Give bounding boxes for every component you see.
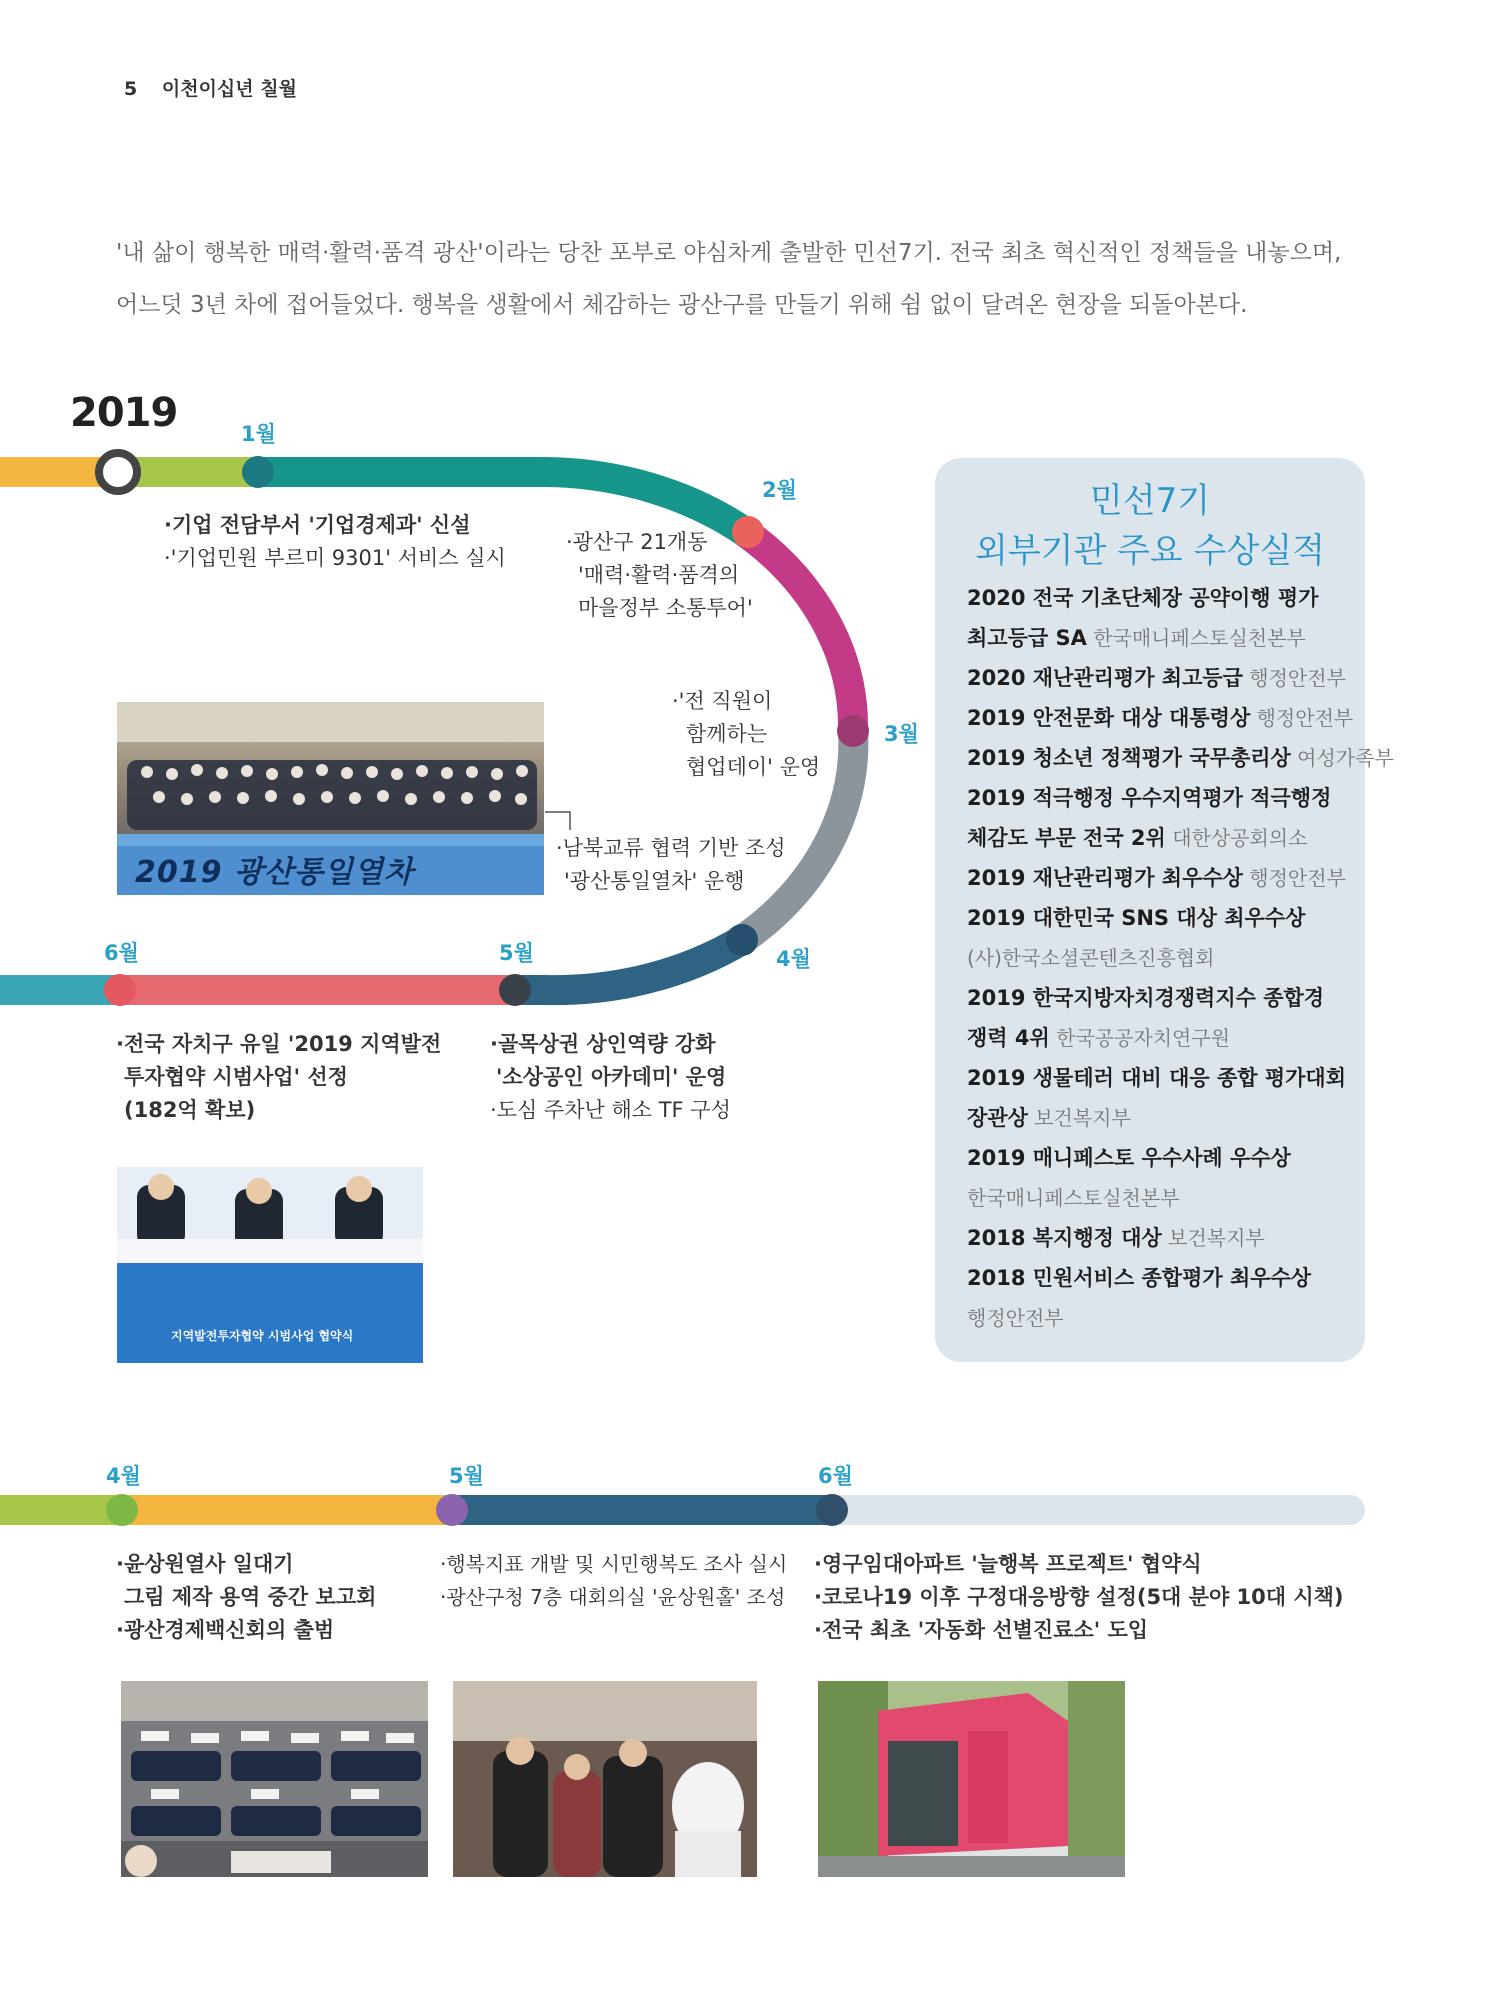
award-line xyxy=(967,1258,1352,1298)
node-mar xyxy=(837,715,869,747)
month-label-jun: 6월 xyxy=(104,941,139,965)
awards-title-line-2: 외부기관 주요 수상실적 xyxy=(974,531,1326,571)
node-apr xyxy=(726,924,758,956)
awards-panel xyxy=(935,458,1394,1362)
items-mar xyxy=(672,685,820,784)
track-segment-navy xyxy=(515,940,742,990)
award-line xyxy=(967,1058,1352,1098)
award-line-organization: 한국공공자치연구원 xyxy=(1049,1026,1231,1050)
award-line-title: 2018 민원서비스 종합평가 최우수상 xyxy=(967,1266,1312,1290)
award-line-title: 2019 생물테러 대비 대응 종합 평가대회 xyxy=(967,1066,1347,1090)
year-heading: 2019 xyxy=(70,390,178,436)
award-line-title: 장관상 xyxy=(967,1106,1028,1130)
award-line xyxy=(967,618,1352,658)
award-line-title: 체감도 부문 전국 2위 xyxy=(967,826,1166,850)
award-line xyxy=(967,978,1352,1018)
item-may-3: ·도심 주차난 해소 TF 구성 xyxy=(490,1098,731,1122)
award-line xyxy=(967,698,1352,738)
award-line-title: 2019 한국지방자치경쟁력지수 종합경 xyxy=(967,986,1325,1010)
item-may-2: '소상공인 아카데미' 운영 xyxy=(496,1065,727,1089)
items-feb xyxy=(566,526,753,625)
item-jun-2: 투자협약 시범사업' 선정 xyxy=(124,1065,348,1089)
month-label-may: 5월 xyxy=(499,941,534,965)
intro-line-1: '내 삶이 행복한 매력·활력·품격 광산'이라는 당찬 포부로 야심차게 출발한 민선7기. 전국 최초 혁신적인 정책들을 내놓으며, xyxy=(116,240,1342,266)
item-mar2-2: '광산통일열차' 운행 xyxy=(564,869,745,893)
intro-line-2: 어느덧 3년 차에 접어들었다. 행복을 생활에서 체감하는 광산구를 만들기 위해 쉼 없이 달려온 현장을 되돌아본다. xyxy=(116,292,1248,318)
awards-title-line-1: 민선7기 xyxy=(1089,481,1211,521)
award-line-title: 최고등급 SA xyxy=(967,626,1087,650)
awards-list xyxy=(967,578,1394,1338)
photo1-banner-text: 2019 광산통일열차 xyxy=(135,855,414,890)
item2-jun-3: ·전국 최초 '자동화 선별진료소' 도입 xyxy=(814,1618,1149,1642)
node2-apr xyxy=(106,1494,138,1526)
award-line-organization: (사)한국소셜콘텐츠진흥협회 xyxy=(967,946,1215,970)
award-line-title: 2020 전국 기초단체장 공약이행 평가 xyxy=(967,586,1319,610)
photo-unification-train xyxy=(117,702,544,895)
award-line-title: 2019 적극행정 우수지역평가 적극행정 xyxy=(967,786,1332,810)
award-line-organization: 한국매니페스토실천본부 xyxy=(967,1186,1180,1210)
item2-apr-2: 그림 제작 용역 중간 보고회 xyxy=(124,1585,377,1609)
month-label-feb: 2월 xyxy=(762,478,797,502)
month2-label-jun: 6월 xyxy=(818,1464,853,1488)
award-line xyxy=(967,818,1352,858)
photo-yoon-sangwon-hall-art xyxy=(453,1681,757,1877)
photo-economic-vaccine-meeting xyxy=(121,1681,428,1877)
award-line xyxy=(967,1098,1352,1138)
item2-apr-1: ·윤상원열사 일대기 xyxy=(116,1552,294,1576)
month-label-mar: 3월 xyxy=(884,722,919,746)
award-line-title: 2019 안전문화 대상 대통령상 xyxy=(967,706,1251,730)
award-line-organization: 행정안전부 xyxy=(1250,706,1354,730)
award-line xyxy=(967,778,1352,818)
photo2-banner-text: 지역발전투자협약 시범사업 협약식 xyxy=(171,1329,354,1343)
node-jun xyxy=(104,974,136,1006)
award-line-organization: 행정안전부 xyxy=(1242,866,1346,890)
award-line-organization: 행정안전부 xyxy=(967,1306,1064,1330)
photo-connector xyxy=(545,812,570,830)
award-line xyxy=(967,1298,1352,1338)
items2-apr xyxy=(116,1548,376,1647)
items-jan xyxy=(164,509,471,542)
award-line xyxy=(967,1018,1352,1058)
award-line xyxy=(967,1138,1352,1178)
award-line xyxy=(967,858,1352,898)
items-may xyxy=(490,1028,731,1127)
award-line-organization: 행정안전부 xyxy=(1242,666,1346,690)
node2-may xyxy=(436,1494,468,1526)
award-line-title: 2019 매니페스토 우수사례 우수상 xyxy=(967,1146,1291,1170)
issue-title: 이천이십년 칠월 xyxy=(161,78,297,100)
award-line xyxy=(967,938,1352,978)
items-jan-2 xyxy=(164,542,506,575)
node-may xyxy=(499,974,531,1006)
item-feb-2: '매력·활력·품격의 xyxy=(578,563,740,587)
start-node xyxy=(99,453,137,491)
item-mar-3: 협업데이' 운영 xyxy=(686,755,821,779)
photo-automated-screening-clinic-art xyxy=(818,1681,1125,1877)
item2-may-1: ·행복지표 개발 및 시민행복도 조사 실시 xyxy=(440,1552,788,1576)
node-jan xyxy=(242,456,274,488)
award-line-title: 2019 청소년 정책평가 국무총리상 xyxy=(967,746,1291,770)
award-line-title: 2018 복지행정 대상 xyxy=(967,1226,1162,1250)
month-label-jan: 1월 xyxy=(241,422,276,446)
item-mar2-1: ·남북교류 협력 기반 조성 xyxy=(556,836,786,860)
item-jan-1: ·기업 전담부서 '기업경제과' 신설 xyxy=(164,513,471,537)
award-line-title: 2019 대한민국 SNS 대상 최우수상 xyxy=(967,906,1306,930)
item-jan-2: ·'기업민원 부르미 9301' 서비스 실시 xyxy=(164,546,506,570)
item-jun-1: ·전국 자치구 유일 '2019 지역발전 xyxy=(116,1032,442,1056)
item-feb-1: ·광산구 21개동 xyxy=(566,530,708,554)
photo-investment-agreement xyxy=(117,1167,423,1363)
items2-jun xyxy=(814,1548,1344,1647)
award-line xyxy=(967,658,1352,698)
award-line xyxy=(967,898,1352,938)
award-line-organization: 대한상공회의소 xyxy=(1165,826,1308,850)
items-jun xyxy=(116,1028,441,1127)
item-jun-3: (182억 확보) xyxy=(124,1098,256,1122)
award-line-title: 쟁력 4위 xyxy=(967,1026,1050,1050)
award-line-organization: 보건복지부 xyxy=(1161,1226,1265,1250)
award-line xyxy=(967,578,1352,618)
award-line-organization: 여성가족부 xyxy=(1290,746,1394,770)
photo-economic-vaccine-meeting-art xyxy=(121,1681,428,1877)
item-mar-2: 함께하는 xyxy=(686,722,768,746)
page-number: 5 xyxy=(124,78,138,100)
item2-may-2: ·광산구청 7층 대회의실 '윤상원홀' 조성 xyxy=(440,1585,786,1609)
node2-jun xyxy=(816,1494,848,1526)
award-line-organization: 한국매니페스토실천본부 xyxy=(1086,626,1306,650)
items-mar-2 xyxy=(556,832,786,898)
award-line xyxy=(967,1178,1352,1218)
award-line-organization: 보건복지부 xyxy=(1027,1106,1131,1130)
awards-title xyxy=(935,476,1365,576)
items2-may xyxy=(440,1548,787,1614)
month2-label-apr: 4월 xyxy=(106,1464,141,1488)
photo-yoon-sangwon-hall xyxy=(453,1681,757,1877)
month2-label-may: 5월 xyxy=(449,1464,484,1488)
item-feb-3: 마을정부 소통투어' xyxy=(578,596,753,620)
item2-jun-1: ·영구임대아파트 '늘행복 프로젝트' 협약식 xyxy=(814,1552,1202,1576)
photo-automated-screening-clinic xyxy=(818,1681,1125,1877)
award-line xyxy=(967,1218,1352,1258)
month-label-apr: 4월 xyxy=(776,947,811,971)
award-line-title: 2019 재난관리평가 최우수상 xyxy=(967,866,1243,890)
award-line-title: 2020 재난관리평가 최고등급 xyxy=(967,666,1243,690)
item2-jun-2: ·코로나19 이후 구정대응방향 설정(5대 분야 10대 시책) xyxy=(814,1585,1344,1609)
timeline-track-2020 xyxy=(0,1470,1493,1550)
item-mar-1: ·'전 직원이 xyxy=(672,689,773,713)
award-line xyxy=(967,738,1394,778)
item-may-1: ·골목상권 상인역량 강화 xyxy=(490,1032,716,1056)
item2-apr-3: ·광산경제백신회의 출범 xyxy=(116,1618,335,1642)
